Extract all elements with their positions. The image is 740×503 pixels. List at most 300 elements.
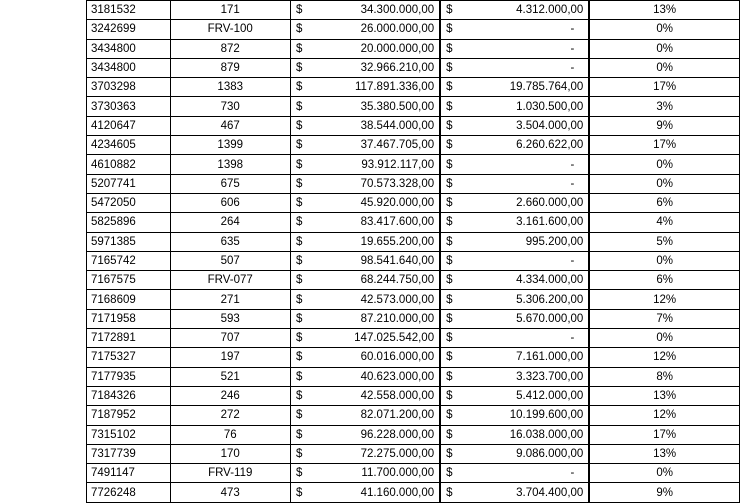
- cell-code[interactable]: 170: [170, 444, 290, 463]
- amount-value-wrapper: [295, 43, 435, 55]
- cell-amount[interactable]: [290, 193, 440, 212]
- cell-percent[interactable]: 17%: [589, 136, 739, 155]
- currency-symbol: $: [295, 390, 303, 403]
- currency-symbol: $: [446, 312, 453, 325]
- currency-symbol: $: [446, 119, 453, 132]
- amount-value-wrapper: [295, 216, 435, 228]
- cell-percent[interactable]: 0%: [589, 58, 739, 77]
- table-row: [87, 425, 740, 444]
- amount-value: 96.228.000,00: [360, 428, 435, 441]
- discount-value: 19.785.764,00: [509, 81, 584, 94]
- cell-percent[interactable]: 0%: [589, 20, 739, 39]
- amount-value: 41.160.000,00: [360, 486, 435, 499]
- cell-percent[interactable]: 0%: [589, 155, 739, 174]
- cell-discount[interactable]: [440, 58, 589, 77]
- discount-value: -: [570, 42, 575, 55]
- discount-value-wrapper: [445, 274, 584, 286]
- discount-value: 9.086.000,00: [516, 447, 584, 460]
- cell-id[interactable]: 7165742: [87, 251, 171, 270]
- currency-symbol: $: [295, 293, 303, 306]
- cell-code[interactable]: FRV-077: [170, 271, 290, 290]
- table-row: [87, 193, 740, 212]
- cell-code[interactable]: 730: [170, 97, 290, 116]
- discount-value-wrapper: [445, 409, 584, 421]
- cell-amount[interactable]: [290, 155, 440, 174]
- cell-percent[interactable]: 9%: [589, 116, 739, 135]
- discount-value: -: [570, 158, 575, 171]
- cell-discount[interactable]: [440, 213, 589, 232]
- table-row: [87, 309, 740, 328]
- table-row: [87, 329, 740, 348]
- table-row: [87, 39, 740, 58]
- discount-value: -: [570, 332, 575, 345]
- cell-amount[interactable]: [290, 58, 440, 77]
- discount-value: 3.323.700,00: [516, 370, 584, 383]
- table-row: [87, 1, 740, 20]
- cell-amount[interactable]: [290, 136, 440, 155]
- cell-code[interactable]: 675: [170, 174, 290, 193]
- cell-amount[interactable]: [290, 386, 440, 405]
- discount-value: 10.199.600,00: [509, 409, 584, 422]
- cell-discount[interactable]: [440, 425, 589, 444]
- cell-percent[interactable]: 6%: [589, 271, 739, 290]
- discount-value-wrapper: [445, 313, 584, 325]
- currency-symbol: $: [295, 274, 303, 287]
- currency-symbol: $: [446, 216, 453, 229]
- cell-discount[interactable]: [440, 309, 589, 328]
- currency-symbol: $: [446, 23, 453, 36]
- currency-symbol: $: [446, 447, 453, 460]
- cell-percent[interactable]: 9%: [589, 483, 739, 502]
- cell-code[interactable]: 879: [170, 58, 290, 77]
- discount-value: 4.312.000,00: [516, 4, 584, 17]
- amount-value: 93.912.117,00: [361, 158, 435, 171]
- amount-value: 34.300.000,00: [360, 4, 435, 17]
- amount-value: 37.467.705,00: [360, 139, 435, 152]
- cell-id[interactable]: 7184326: [87, 386, 171, 405]
- amount-value-wrapper: [295, 178, 435, 190]
- cell-discount[interactable]: [440, 290, 589, 309]
- cell-id[interactable]: 7168609: [87, 290, 171, 309]
- discount-value-wrapper: [445, 255, 584, 267]
- cell-discount[interactable]: [440, 367, 589, 386]
- cell-code[interactable]: 272: [170, 406, 290, 425]
- cell-discount[interactable]: [440, 136, 589, 155]
- amount-value-wrapper: [295, 332, 435, 344]
- currency-symbol: $: [446, 293, 453, 306]
- amount-value: 42.558.000,00: [360, 390, 435, 403]
- discount-value-wrapper: [445, 448, 584, 460]
- currency-symbol: $: [446, 486, 453, 499]
- cell-discount[interactable]: [440, 1, 589, 20]
- cell-discount[interactable]: [440, 78, 589, 97]
- currency-symbol: $: [295, 119, 303, 132]
- discount-value-wrapper: [445, 332, 584, 344]
- amount-value: 72.275.000,00: [360, 447, 435, 460]
- cell-code[interactable]: 1399: [170, 136, 290, 155]
- discount-value-wrapper: [445, 159, 584, 171]
- cell-code[interactable]: 606: [170, 193, 290, 212]
- cell-percent[interactable]: 12%: [589, 290, 739, 309]
- currency-symbol: $: [446, 4, 453, 17]
- amount-value: 70.573.328,00: [360, 177, 435, 190]
- amount-value: 82.071.200,00: [360, 409, 435, 422]
- table-row: [87, 174, 740, 193]
- cell-discount[interactable]: [440, 155, 589, 174]
- cell-amount[interactable]: [290, 1, 440, 20]
- amount-value: 68.244.750,00: [360, 274, 435, 287]
- table-row: [87, 136, 740, 155]
- amount-value: 32.966.210,00: [360, 62, 435, 75]
- cell-amount[interactable]: [290, 329, 440, 348]
- discount-value-wrapper: [445, 390, 584, 402]
- currency-symbol: $: [295, 255, 303, 267]
- table-row: [87, 78, 740, 97]
- cell-amount[interactable]: [290, 290, 440, 309]
- cell-percent[interactable]: 7%: [589, 309, 739, 328]
- amount-value-wrapper: [295, 23, 435, 35]
- discount-value-wrapper: [445, 294, 584, 306]
- discount-value: 1.030.500,00: [516, 100, 584, 113]
- cell-percent[interactable]: 0%: [589, 39, 739, 58]
- cell-code[interactable]: 467: [170, 116, 290, 135]
- amount-value-wrapper: [295, 313, 435, 325]
- cell-amount[interactable]: [290, 444, 440, 463]
- currency-symbol: $: [295, 4, 303, 17]
- cell-percent[interactable]: 13%: [589, 444, 739, 463]
- currency-symbol: $: [295, 23, 303, 36]
- cell-percent[interactable]: 0%: [589, 329, 739, 348]
- cell-discount[interactable]: [440, 271, 589, 290]
- cell-percent[interactable]: 13%: [589, 386, 739, 405]
- cell-discount[interactable]: [440, 116, 589, 135]
- discount-value: 995.200,00: [525, 235, 584, 248]
- currency-symbol: $: [295, 409, 303, 422]
- currency-symbol: $: [446, 332, 453, 345]
- cell-percent[interactable]: 8%: [589, 367, 739, 386]
- table-row: [87, 213, 740, 232]
- currency-symbol: $: [446, 390, 453, 403]
- cell-amount[interactable]: [290, 174, 440, 193]
- cell-discount[interactable]: [440, 251, 589, 270]
- amount-value-wrapper: [295, 448, 435, 460]
- table-row: [87, 386, 740, 405]
- amount-value: 60.016.000,00: [360, 351, 435, 364]
- amount-value: 45.920.000,00: [360, 197, 435, 210]
- amount-value-wrapper: [295, 274, 435, 286]
- amount-value-wrapper: [295, 294, 435, 306]
- currency-symbol: $: [446, 351, 453, 364]
- currency-symbol: $: [295, 332, 303, 345]
- cell-id[interactable]: 7167575: [87, 271, 171, 290]
- amount-value-wrapper: [295, 255, 435, 267]
- amount-value: 19.655.200,00: [360, 235, 435, 248]
- cell-id[interactable]: 4610882: [87, 155, 171, 174]
- cell-amount[interactable]: [290, 97, 440, 116]
- currency-symbol: $: [295, 312, 303, 325]
- amount-value-wrapper: [295, 139, 435, 151]
- cell-percent[interactable]: 6%: [589, 193, 739, 212]
- cell-amount[interactable]: [290, 20, 440, 39]
- amount-value: 35.380.500,00: [360, 100, 435, 113]
- discount-value: 5.306.200,00: [516, 293, 584, 306]
- discount-value-wrapper: [445, 120, 584, 132]
- currency-symbol: $: [295, 235, 303, 248]
- amount-value: 98.541.640,00: [360, 255, 435, 267]
- currency-symbol: $: [446, 42, 453, 55]
- cell-code[interactable]: 1383: [170, 78, 290, 97]
- cell-percent[interactable]: 12%: [589, 406, 739, 425]
- cell-id[interactable]: 3181532: [87, 1, 171, 20]
- discount-value: -: [570, 255, 575, 267]
- cell-discount[interactable]: [440, 39, 589, 58]
- discount-value-wrapper: [445, 197, 584, 209]
- cell-code[interactable]: FRV-119: [170, 464, 290, 483]
- cell-discount[interactable]: [440, 193, 589, 212]
- cell-amount[interactable]: [290, 213, 440, 232]
- table-row: [87, 483, 740, 502]
- cell-amount[interactable]: [290, 367, 440, 386]
- cell-percent[interactable]: 13%: [589, 1, 739, 20]
- amount-value-wrapper: [295, 120, 435, 132]
- cell-id[interactable]: 3242699: [87, 20, 171, 39]
- discount-value: 16.038.000,00: [509, 428, 584, 441]
- amount-value-wrapper: [295, 81, 435, 93]
- discount-value-wrapper: [445, 178, 584, 190]
- cell-amount[interactable]: [290, 271, 440, 290]
- amount-value-wrapper: [295, 390, 435, 402]
- spreadsheet-table: [86, 0, 740, 503]
- cell-id[interactable]: 7726248: [87, 483, 171, 502]
- cell-code[interactable]: FRV-100: [170, 20, 290, 39]
- cell-discount[interactable]: [440, 483, 589, 502]
- currency-symbol: $: [295, 351, 303, 364]
- discount-value: 3.504.000,00: [516, 119, 584, 132]
- amount-value-wrapper: [295, 236, 435, 248]
- cell-id[interactable]: 5472050: [87, 193, 171, 212]
- currency-symbol: $: [295, 81, 303, 94]
- discount-value-wrapper: [445, 139, 584, 151]
- currency-symbol: $: [446, 370, 453, 383]
- currency-symbol: $: [446, 467, 453, 480]
- currency-symbol: $: [446, 158, 453, 171]
- cell-percent[interactable]: 0%: [589, 174, 739, 193]
- currency-symbol: $: [446, 255, 453, 267]
- discount-value-wrapper: [445, 4, 584, 16]
- currency-symbol: $: [295, 139, 303, 152]
- currency-symbol: $: [446, 409, 453, 422]
- cell-percent[interactable]: 0%: [589, 251, 739, 270]
- cell-id[interactable]: 5971385: [87, 232, 171, 251]
- cell-id[interactable]: 7187952: [87, 406, 171, 425]
- cell-discount[interactable]: [440, 386, 589, 405]
- amount-value-wrapper: [295, 429, 435, 441]
- currency-symbol: $: [295, 197, 303, 210]
- cell-code[interactable]: 1398: [170, 155, 290, 174]
- cell-id[interactable]: 5825896: [87, 213, 171, 232]
- cell-code[interactable]: 271: [170, 290, 290, 309]
- discount-value: 4.334.000,00: [516, 274, 584, 287]
- discount-value: -: [570, 23, 575, 36]
- cell-id[interactable]: 7491147: [87, 464, 171, 483]
- table-row: [87, 406, 740, 425]
- currency-symbol: $: [295, 216, 303, 229]
- cell-discount[interactable]: [440, 20, 589, 39]
- cell-code[interactable]: 507: [170, 251, 290, 270]
- cell-percent[interactable]: 5%: [589, 232, 739, 251]
- discount-value: -: [570, 62, 575, 75]
- cell-code[interactable]: 171: [170, 1, 290, 20]
- discount-value: 7.161.000,00: [516, 351, 584, 364]
- discount-value-wrapper: [445, 429, 584, 441]
- cell-amount[interactable]: [290, 464, 440, 483]
- cell-amount[interactable]: [290, 348, 440, 367]
- cell-id[interactable]: 3703298: [87, 78, 171, 97]
- table-row: [87, 251, 740, 270]
- discount-value-wrapper: [445, 371, 584, 383]
- discount-value-wrapper: [445, 467, 584, 479]
- currency-symbol: $: [446, 139, 453, 152]
- cell-id[interactable]: 3730363: [87, 97, 171, 116]
- table-row: [87, 116, 740, 135]
- cell-id[interactable]: 7315102: [87, 425, 171, 444]
- cell-amount[interactable]: [290, 425, 440, 444]
- table-body: [87, 1, 740, 503]
- cell-code[interactable]: 593: [170, 309, 290, 328]
- cell-discount[interactable]: [440, 232, 589, 251]
- cell-discount[interactable]: [440, 97, 589, 116]
- currency-symbol: $: [295, 486, 303, 499]
- currency-symbol: $: [295, 428, 303, 441]
- table-row: [87, 464, 740, 483]
- currency-symbol: $: [295, 42, 303, 55]
- currency-symbol: $: [446, 197, 453, 210]
- discount-value-wrapper: [445, 62, 584, 74]
- discount-value: -: [570, 467, 575, 480]
- cell-id[interactable]: 3434800: [87, 58, 171, 77]
- cell-percent[interactable]: 3%: [589, 97, 739, 116]
- cell-discount[interactable]: [440, 406, 589, 425]
- cell-code[interactable]: 521: [170, 367, 290, 386]
- currency-symbol: $: [295, 447, 303, 460]
- cell-code[interactable]: 707: [170, 329, 290, 348]
- table-row: [87, 444, 740, 463]
- cell-id[interactable]: 5207741: [87, 174, 171, 193]
- cell-amount[interactable]: [290, 39, 440, 58]
- amount-value-wrapper: [295, 62, 435, 74]
- cell-id[interactable]: 7177935: [87, 367, 171, 386]
- currency-symbol: $: [446, 100, 453, 113]
- cell-amount[interactable]: [290, 116, 440, 135]
- table-row: [87, 97, 740, 116]
- amount-value: 147.025.542,00: [354, 332, 435, 345]
- cell-discount[interactable]: [440, 348, 589, 367]
- cell-percent[interactable]: 12%: [589, 348, 739, 367]
- amount-value: 87.210.000,00: [360, 312, 435, 325]
- cell-code[interactable]: 635: [170, 232, 290, 251]
- discount-value-wrapper: [445, 487, 584, 499]
- currency-symbol: $: [295, 62, 303, 75]
- discount-value: 5.670.000,00: [516, 312, 584, 325]
- currency-symbol: $: [446, 428, 453, 441]
- currency-symbol: $: [295, 177, 303, 190]
- currency-symbol: $: [446, 62, 453, 75]
- cell-id[interactable]: 4120647: [87, 116, 171, 135]
- table-row: [87, 290, 740, 309]
- discount-value-wrapper: [445, 81, 584, 93]
- amount-value-wrapper: [295, 101, 435, 113]
- table-row: [87, 348, 740, 367]
- cell-code[interactable]: 76: [170, 425, 290, 444]
- cell-code[interactable]: 473: [170, 483, 290, 502]
- cell-id[interactable]: 3434800: [87, 39, 171, 58]
- discount-value-wrapper: [445, 236, 584, 248]
- table-row: [87, 58, 740, 77]
- table-row: [87, 20, 740, 39]
- discount-value-wrapper: [445, 101, 584, 113]
- cell-discount[interactable]: [440, 329, 589, 348]
- currency-symbol: $: [446, 177, 453, 190]
- cell-id[interactable]: 7175327: [87, 348, 171, 367]
- amount-value-wrapper: [295, 4, 435, 16]
- cell-id[interactable]: 4234605: [87, 136, 171, 155]
- table-row: [87, 232, 740, 251]
- cell-amount[interactable]: [290, 406, 440, 425]
- cell-id[interactable]: 7172891: [87, 329, 171, 348]
- table-row: [87, 155, 740, 174]
- currency-symbol: $: [446, 81, 453, 94]
- amount-value-wrapper: [295, 371, 435, 383]
- amount-value: 11.700.000,00: [361, 467, 435, 480]
- amount-value-wrapper: [295, 197, 435, 209]
- discount-value: -: [570, 177, 575, 190]
- currency-symbol: $: [446, 274, 453, 287]
- discount-value: 2.660.000,00: [516, 197, 584, 210]
- cell-amount[interactable]: [290, 78, 440, 97]
- currency-symbol: $: [446, 235, 453, 248]
- cell-id[interactable]: 7317739: [87, 444, 171, 463]
- cell-amount[interactable]: [290, 251, 440, 270]
- cell-code[interactable]: 872: [170, 39, 290, 58]
- amount-value-wrapper: [295, 159, 435, 171]
- discount-value-wrapper: [445, 351, 584, 363]
- amount-value: 26.000.000,00: [360, 23, 435, 36]
- amount-value-wrapper: [295, 487, 435, 499]
- amount-value: 40.623.000,00: [360, 370, 435, 383]
- discount-value: 6.260.622,00: [516, 139, 584, 152]
- cell-amount[interactable]: [290, 483, 440, 502]
- amount-value-wrapper: [295, 409, 435, 421]
- amount-value-wrapper: [295, 351, 435, 363]
- cell-code[interactable]: 246: [170, 386, 290, 405]
- cell-id[interactable]: 7171958: [87, 309, 171, 328]
- cell-amount[interactable]: [290, 309, 440, 328]
- amount-value: 117.891.336,00: [355, 81, 435, 94]
- amount-value: 20.000.000,00: [360, 42, 435, 55]
- cell-code[interactable]: 197: [170, 348, 290, 367]
- amount-value-wrapper: [295, 467, 435, 479]
- cell-percent[interactable]: 17%: [589, 425, 739, 444]
- cell-percent[interactable]: 17%: [589, 78, 739, 97]
- cell-discount[interactable]: [440, 464, 589, 483]
- cell-discount[interactable]: [440, 444, 589, 463]
- cell-percent[interactable]: 4%: [589, 213, 739, 232]
- cell-amount[interactable]: [290, 232, 440, 251]
- cell-code[interactable]: 264: [170, 213, 290, 232]
- currency-symbol: $: [295, 370, 303, 383]
- cell-discount[interactable]: [440, 174, 589, 193]
- cell-percent[interactable]: 0%: [589, 464, 739, 483]
